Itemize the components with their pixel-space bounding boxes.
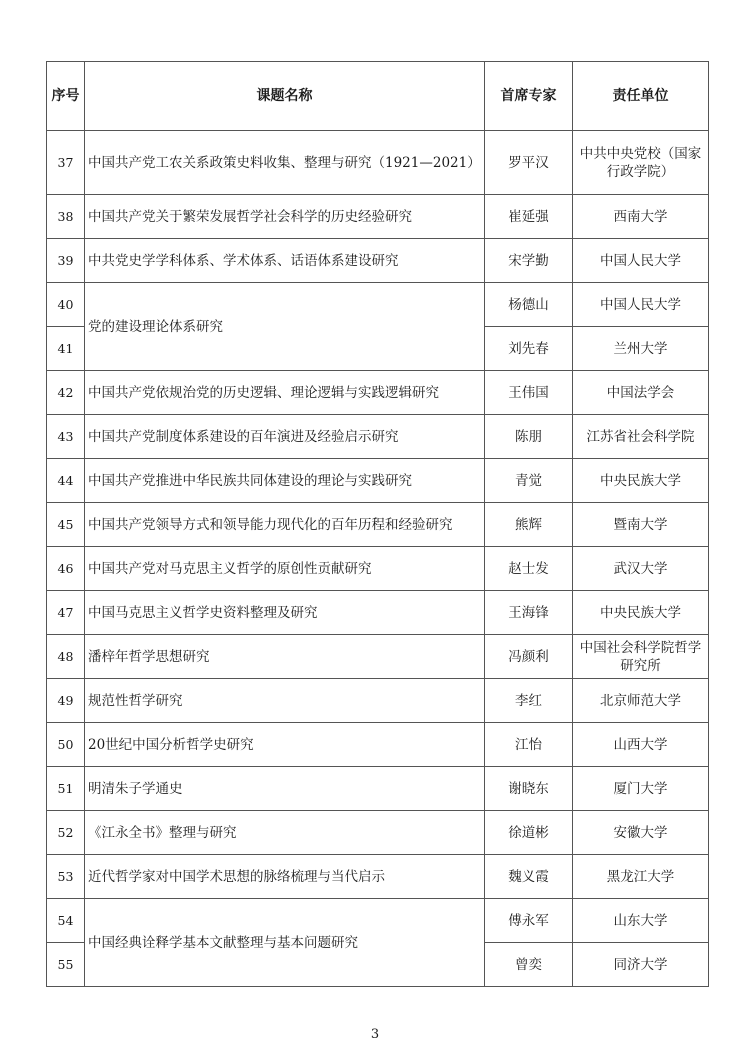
row-title: 《江永全书》整理与研究 xyxy=(85,811,485,855)
row-expert: 王海锋 xyxy=(485,591,573,635)
table-row xyxy=(47,811,709,855)
row-unit: 武汉大学 xyxy=(573,547,709,591)
row-title: 明清朱子学通史 xyxy=(85,767,485,811)
row-expert: 傅永军 xyxy=(485,899,573,943)
row-expert: 魏义霞 xyxy=(485,855,573,899)
row-unit: 黑龙江大学 xyxy=(573,855,709,899)
row-title: 中共党史学学科体系、学术体系、话语体系建设研究 xyxy=(85,239,485,283)
row-unit: 中共中央党校（国家行政学院） xyxy=(573,131,709,195)
row-expert: 谢晓东 xyxy=(485,767,573,811)
table-row xyxy=(47,283,709,327)
row-expert: 青觉 xyxy=(485,459,573,503)
row-title: 中国共产党工农关系政策史料收集、整理与研究（1921—2021） xyxy=(85,131,485,195)
row-unit: 中国法学会 xyxy=(573,371,709,415)
header-unit: 责任单位 xyxy=(573,62,709,131)
row-expert: 陈朋 xyxy=(485,415,573,459)
row-expert: 熊辉 xyxy=(485,503,573,547)
row-number: 48 xyxy=(47,635,85,679)
row-number: 38 xyxy=(47,195,85,239)
row-unit: 中央民族大学 xyxy=(573,459,709,503)
table-row xyxy=(47,547,709,591)
header-expert: 首席专家 xyxy=(485,62,573,131)
header-title: 课题名称 xyxy=(85,62,485,131)
row-expert: 罗平汉 xyxy=(485,131,573,195)
table-row xyxy=(47,723,709,767)
table-row xyxy=(47,767,709,811)
row-number: 37 xyxy=(47,131,85,195)
row-unit: 暨南大学 xyxy=(573,503,709,547)
row-unit: 中国人民大学 xyxy=(573,283,709,327)
row-title: 中国共产党依规治党的历史逻辑、理论逻辑与实践逻辑研究 xyxy=(85,371,485,415)
row-unit: 中国人民大学 xyxy=(573,239,709,283)
row-expert: 赵士发 xyxy=(485,547,573,591)
table-row xyxy=(47,679,709,723)
row-number: 55 xyxy=(47,943,85,987)
row-expert: 曾奕 xyxy=(485,943,573,987)
row-title: 中国共产党对马克思主义哲学的原创性贡献研究 xyxy=(85,547,485,591)
row-number: 44 xyxy=(47,459,85,503)
row-expert: 李红 xyxy=(485,679,573,723)
row-title: 中国共产党领导方式和领导能力现代化的百年历程和经验研究 xyxy=(85,503,485,547)
table-row xyxy=(47,131,709,195)
table-row xyxy=(47,239,709,283)
row-expert: 崔延强 xyxy=(485,195,573,239)
page-number: 3 xyxy=(370,1027,380,1042)
row-expert: 刘先春 xyxy=(485,327,573,371)
table-row xyxy=(47,371,709,415)
row-title: 中国马克思主义哲学史资料整理及研究 xyxy=(85,591,485,635)
row-number: 43 xyxy=(47,415,85,459)
row-number: 42 xyxy=(47,371,85,415)
table-row xyxy=(47,503,709,547)
row-number: 45 xyxy=(47,503,85,547)
row-expert: 江怡 xyxy=(485,723,573,767)
table-row xyxy=(47,415,709,459)
row-number: 46 xyxy=(47,547,85,591)
row-title: 潘梓年哲学思想研究 xyxy=(85,635,485,679)
table-row xyxy=(47,635,709,679)
table-row xyxy=(47,195,709,239)
row-unit: 江苏省社会科学院 xyxy=(573,415,709,459)
row-unit: 中国社会科学院哲学研究所 xyxy=(573,635,709,679)
row-unit: 厦门大学 xyxy=(573,767,709,811)
row-expert: 宋学勤 xyxy=(485,239,573,283)
row-title: 中国共产党制度体系建设的百年演进及经验启示研究 xyxy=(85,415,485,459)
row-unit: 山西大学 xyxy=(573,723,709,767)
row-title: 中国共产党关于繁荣发展哲学社会科学的历史经验研究 xyxy=(85,195,485,239)
row-number: 39 xyxy=(47,239,85,283)
row-title: 党的建设理论体系研究 xyxy=(85,283,485,371)
row-expert: 徐道彬 xyxy=(485,811,573,855)
row-expert: 杨德山 xyxy=(485,283,573,327)
row-expert: 王伟国 xyxy=(485,371,573,415)
table-row xyxy=(47,855,709,899)
row-number: 51 xyxy=(47,767,85,811)
row-title: 中国经典诠释学基本文献整理与基本问题研究 xyxy=(85,899,485,987)
row-title: 20世纪中国分析哲学史研究 xyxy=(85,723,485,767)
row-number: 41 xyxy=(47,327,85,371)
header-row xyxy=(47,62,709,131)
row-title: 中国共产党推进中华民族共同体建设的理论与实践研究 xyxy=(85,459,485,503)
row-number: 53 xyxy=(47,855,85,899)
table-row xyxy=(47,591,709,635)
row-title: 规范性哲学研究 xyxy=(85,679,485,723)
row-number: 49 xyxy=(47,679,85,723)
row-unit: 兰州大学 xyxy=(573,327,709,371)
row-number: 50 xyxy=(47,723,85,767)
row-expert: 冯颜利 xyxy=(485,635,573,679)
row-unit: 同济大学 xyxy=(573,943,709,987)
row-unit: 北京师范大学 xyxy=(573,679,709,723)
table-row xyxy=(47,459,709,503)
project-table xyxy=(46,61,709,987)
table-row xyxy=(47,899,709,943)
row-title: 近代哲学家对中国学术思想的脉络梳理与当代启示 xyxy=(85,855,485,899)
header-number: 序号 xyxy=(47,62,85,131)
row-number: 54 xyxy=(47,899,85,943)
row-unit: 山东大学 xyxy=(573,899,709,943)
row-unit: 中央民族大学 xyxy=(573,591,709,635)
row-number: 47 xyxy=(47,591,85,635)
row-number: 40 xyxy=(47,283,85,327)
row-number: 52 xyxy=(47,811,85,855)
row-unit: 西南大学 xyxy=(573,195,709,239)
row-unit: 安徽大学 xyxy=(573,811,709,855)
